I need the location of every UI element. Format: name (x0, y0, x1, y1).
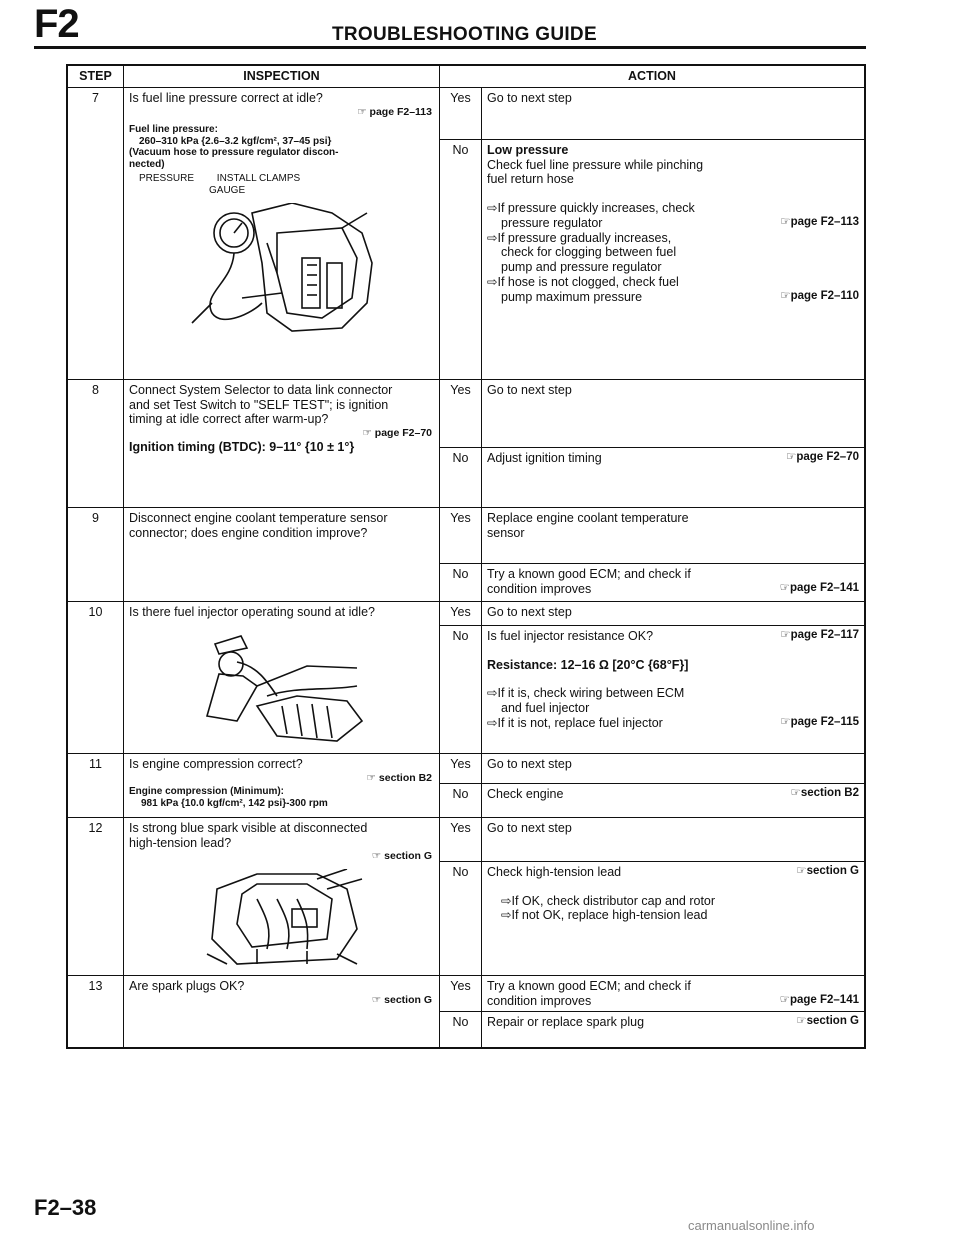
no-action (482, 563, 866, 601)
bullet-item (487, 716, 859, 731)
pointing-hand-icon: ☞ (366, 771, 376, 784)
bullet-line: pump maximum pressure (501, 289, 643, 304)
spec-line: Engine compression (Minimum): (129, 785, 285, 797)
pointing-hand-icon: ☞ (780, 215, 791, 228)
bullet-line: pressure regulator (501, 215, 603, 230)
ref-text: section G (806, 1015, 859, 1028)
ref-text: page F2–141 (789, 993, 859, 1006)
action-line: Check fuel line pressure while pinching (487, 157, 704, 172)
bullet-line: ⇨If OK, check distributor cap and rotor (501, 893, 716, 908)
ref-text: section G (384, 850, 432, 863)
action-line: sensor (487, 525, 525, 540)
yes-label: Yes (440, 601, 482, 625)
step-number: 8 (67, 379, 124, 507)
page-title: TROUBLESHOOTING GUIDE (332, 24, 597, 45)
action-line: Adjust ignition timing (487, 450, 602, 465)
page-ref (129, 106, 432, 118)
no-label: No (440, 1012, 482, 1048)
step-12-yes-row (67, 817, 865, 861)
step-number: 9 (67, 507, 124, 601)
bullet-item (487, 231, 859, 275)
section-code: F2 (34, 2, 79, 46)
step-7-inspection (124, 87, 440, 379)
yes-action: Go to next step (482, 753, 866, 783)
step-11-yes-row (67, 753, 865, 783)
col-inspection: INSPECTION (124, 65, 440, 87)
section-ref (788, 1015, 859, 1030)
question-line: and set Test Switch to "SELF TEST"; is ignition (129, 397, 389, 412)
yes-label: Yes (440, 817, 482, 861)
step-13-yes-row (67, 975, 865, 1012)
question-line: Is strong blue spark visible at disconnected (129, 820, 368, 835)
ref-text: section B2 (378, 771, 432, 784)
pointing-hand-icon: ☞ (780, 289, 791, 302)
question: Are spark plugs OK? (129, 978, 245, 993)
yes-label: Yes (440, 975, 482, 1012)
header-row (67, 65, 865, 87)
yes-label: Yes (440, 507, 482, 563)
question-line: Disconnect engine coolant temperature sensor (129, 510, 388, 525)
question-line: Connect System Selector to data link connector (129, 382, 393, 397)
bullet-line: ⇨If it is, check wiring between ECM (487, 686, 685, 701)
yes-action: Go to next step (482, 601, 866, 625)
ref-text: page F2–113 (790, 215, 859, 228)
pointing-hand-icon: ☞ (362, 427, 372, 439)
step-number: 11 (67, 753, 124, 817)
no-label: No (440, 783, 482, 817)
section-ref (129, 850, 432, 862)
figure-label: PRESSURE (139, 173, 195, 185)
yes-label: Yes (440, 379, 482, 447)
no-label: No (440, 563, 482, 601)
yes-label: Yes (440, 87, 482, 139)
step-9-yes-row (67, 507, 865, 563)
pointing-hand-icon: ☞ (780, 628, 791, 641)
yes-action (482, 507, 866, 563)
mechanic-stethoscope-illustration (197, 626, 367, 746)
spec-block (129, 124, 434, 171)
bullet-item (487, 275, 859, 305)
ref-text: page F2–113 (369, 105, 432, 118)
ref-text: page F2–70 (374, 427, 432, 439)
bullet-line: ⇨If it is not, replace fuel injector (487, 715, 663, 730)
pointing-hand-icon: ☞ (790, 786, 801, 799)
spec-line: Ignition timing (BTDC): 9–11° {10 ± 1°} (129, 440, 355, 455)
ref-text: page F2–110 (790, 289, 859, 302)
spec-line: (Vacuum hose to pressure regulator discon- (129, 147, 339, 159)
yes-action: Go to next step (482, 817, 866, 861)
page-ref (772, 629, 859, 644)
question: Is fuel line pressure correct at idle? (129, 90, 323, 105)
no-action (482, 1012, 866, 1048)
section-ref (129, 772, 432, 784)
step-8-inspection (124, 379, 440, 507)
ref-text: section G (806, 864, 859, 877)
step-number: 7 (67, 87, 124, 379)
action-line: Try a known good ECM; and check if (487, 978, 691, 993)
no-label: No (440, 139, 482, 379)
bullet-line: and fuel injector (501, 701, 590, 715)
ref-text: section B2 (800, 786, 859, 799)
resistance-spec: Resistance: 12–16 Ω [20°C {68°F}] (487, 657, 689, 672)
col-action: ACTION (440, 65, 866, 87)
spec-line: 260–310 kPa {2.6–3.2 kgf/cm², 37–45 psi} (139, 135, 332, 147)
page-ref (772, 582, 859, 597)
step-12-inspection (124, 817, 440, 975)
bullet-item (487, 201, 859, 231)
ref-text: page F2–115 (790, 715, 859, 728)
page-ref (772, 994, 859, 1009)
bullet-line: ⇨If hose is not clogged, check fuel (487, 274, 679, 289)
spark-test-illustration (197, 869, 367, 969)
fuel-pressure-gauge-illustration (182, 203, 382, 333)
troubleshooting-table (66, 64, 866, 1049)
col-step: STEP (67, 65, 124, 87)
question-line: connector; does engine condition improve? (129, 525, 368, 540)
section-ref (788, 865, 859, 880)
pointing-hand-icon: ☞ (786, 450, 797, 463)
section-ref (129, 994, 432, 1006)
step-8-yes-row (67, 379, 865, 447)
action-line: Check engine (487, 786, 564, 801)
action-line: fuel return hose (487, 172, 574, 187)
no-action (482, 861, 866, 975)
action-line: Check high-tension lead (487, 864, 622, 879)
bullet-line: check for clogging between fuel (501, 245, 677, 260)
step-number: 10 (67, 601, 124, 753)
yes-action: Go to next step (482, 379, 866, 447)
no-action (482, 625, 866, 753)
action-title: Low pressure (487, 142, 569, 157)
action-line: condition improves (487, 581, 592, 596)
yes-label: Yes (440, 753, 482, 783)
step-13-inspection (124, 975, 440, 1048)
page-ref (772, 716, 859, 731)
action-line: Replace engine coolant temperature (487, 510, 689, 525)
pointing-hand-icon: ☞ (779, 993, 790, 1006)
pointing-hand-icon: ☞ (779, 581, 790, 594)
pointing-hand-icon: ☞ (796, 864, 807, 877)
question: Is engine compression correct? (129, 756, 303, 771)
spec-line: Fuel line pressure: (129, 123, 218, 135)
pointing-hand-icon: ☞ (796, 1015, 807, 1028)
page-ref (772, 216, 859, 231)
figure-label: INSTALL CLAMPS (216, 173, 301, 185)
watermark: carmanualsonline.info (688, 1218, 815, 1233)
pointing-hand-icon: ☞ (371, 993, 382, 1006)
action-line: Is fuel injector resistance OK? (487, 628, 654, 643)
ref-text: page F2–141 (789, 581, 859, 594)
step-7-yes-row (67, 87, 865, 139)
bullet-line: ⇨If pressure gradually increases, (487, 230, 672, 245)
no-action (482, 783, 866, 817)
step-11-inspection (124, 753, 440, 817)
no-label: No (440, 447, 482, 507)
bullet-line: ⇨If not OK, replace high-tension lead (501, 908, 708, 923)
no-action (482, 139, 866, 379)
yes-action: Go to next step (482, 87, 866, 139)
ref-text: section G (384, 993, 432, 1006)
page-ref (778, 451, 859, 466)
figure-label: GAUGE (209, 184, 246, 196)
header-rule (34, 46, 866, 49)
spec-block (129, 786, 434, 810)
step-number: 12 (67, 817, 124, 975)
page-number: F2–38 (34, 1195, 97, 1220)
pointing-hand-icon: ☞ (371, 850, 382, 863)
section-ref (783, 787, 859, 802)
spec-line: 981 kPa {10.0 kgf/cm², 142 psi}-300 rpm (141, 797, 328, 809)
page-ref (129, 427, 432, 439)
step-10-inspection (124, 601, 440, 753)
step-number: 13 (67, 975, 124, 1048)
ref-text: page F2–117 (790, 628, 859, 641)
bullet-item (487, 686, 859, 716)
bullet-line: ⇨If pressure quickly increases, check (487, 201, 695, 215)
spec-line: nected) (129, 159, 165, 171)
pointing-hand-icon: ☞ (780, 715, 791, 728)
page-ref (772, 290, 859, 305)
yes-action (482, 975, 866, 1012)
bullet-line: pump and pressure regulator (501, 260, 662, 274)
ref-text: page F2–70 (796, 450, 859, 463)
no-label: No (440, 861, 482, 975)
step-9-inspection (124, 507, 440, 601)
no-action (482, 447, 866, 507)
no-label: No (440, 625, 482, 753)
question: Is there fuel injector operating sound at idle? (129, 604, 375, 619)
action-line: condition improves (487, 993, 592, 1008)
pointing-hand-icon: ☞ (357, 105, 367, 118)
step-10-yes-row (67, 601, 865, 625)
action-line: Try a known good ECM; and check if (487, 566, 691, 581)
question-line: high-tension lead? (129, 835, 232, 850)
question-line: timing at idle correct after warm-up? (129, 412, 329, 427)
action-line: Repair or replace spark plug (487, 1015, 645, 1030)
